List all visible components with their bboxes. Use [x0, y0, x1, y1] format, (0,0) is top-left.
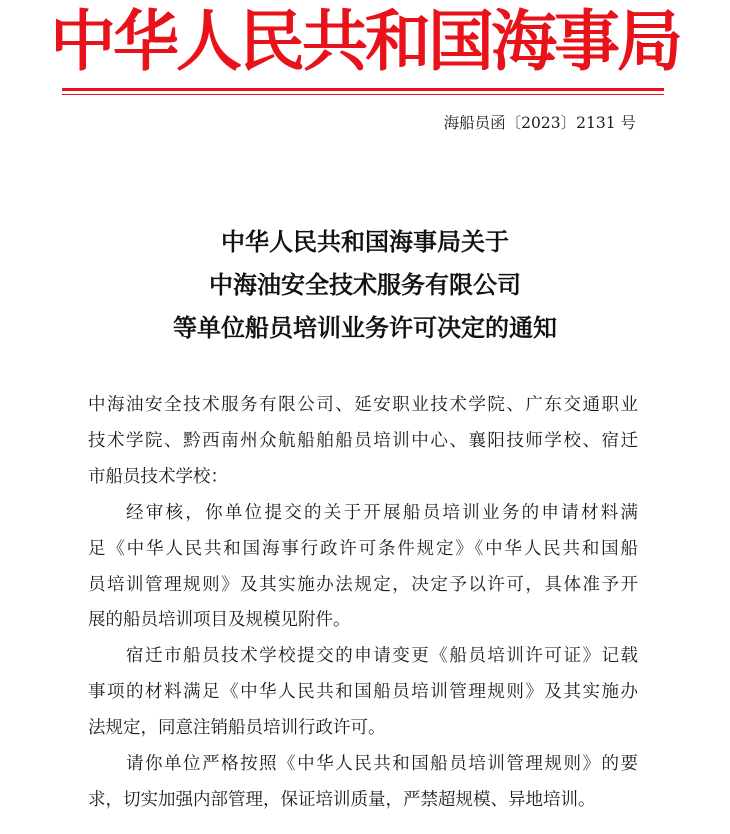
agency-masthead: 中华人民共和国海事局 — [50, 3, 680, 80]
paragraph-line: 足《中华人民共和国海事行政许可条件规定》《中华人民共和国船 — [88, 539, 638, 559]
masthead-rule-thick — [62, 88, 664, 91]
addressee-line: 中海油安全技术服务有限公司、延安职业技术学院、广东交通职业 — [88, 395, 638, 415]
paragraph-line: 求，切实加强内部管理，保证培训质量，严禁超规模、异地培训。 — [88, 790, 596, 810]
masthead-rule-thin — [62, 94, 664, 95]
addressee-line: 技术学院、黔西南州众航船舶船员培训中心、襄阳技师学校、宿迁 — [88, 431, 638, 451]
paragraph-line: 事项的材料满足《中华人民共和国船员培训管理规则》及其实施办 — [88, 682, 638, 702]
title-line-3: 等单位船员培训业务许可决定的通知 — [173, 314, 557, 342]
paragraph-line: 法规定，同意注销船员培训行政许可。 — [88, 718, 386, 738]
document-number: 海船员函〔2023〕2131 号 — [443, 114, 636, 132]
paragraph-line: 经审核，你单位提交的关于开展船员培训业务的申请材料满 — [126, 503, 638, 523]
title-line-2: 中海油安全技术服务有限公司 — [209, 271, 521, 299]
paragraph-line: 请你单位严格按照《中华人民共和国船员培训管理规则》的要 — [126, 754, 638, 774]
addressee-line: 市船员技术学校： — [88, 467, 228, 487]
title-line-1: 中华人民共和国海事局关于 — [221, 228, 509, 256]
paragraph-line: 宿迁市船员技术学校提交的申请变更《船员培训许可证》记载 — [126, 646, 638, 666]
paragraph-line: 展的船员培训项目及规模见附件。 — [88, 610, 351, 630]
paragraph-line: 员培训管理规则》及其实施办法规定，决定予以许可，具体准予开 — [88, 575, 638, 595]
